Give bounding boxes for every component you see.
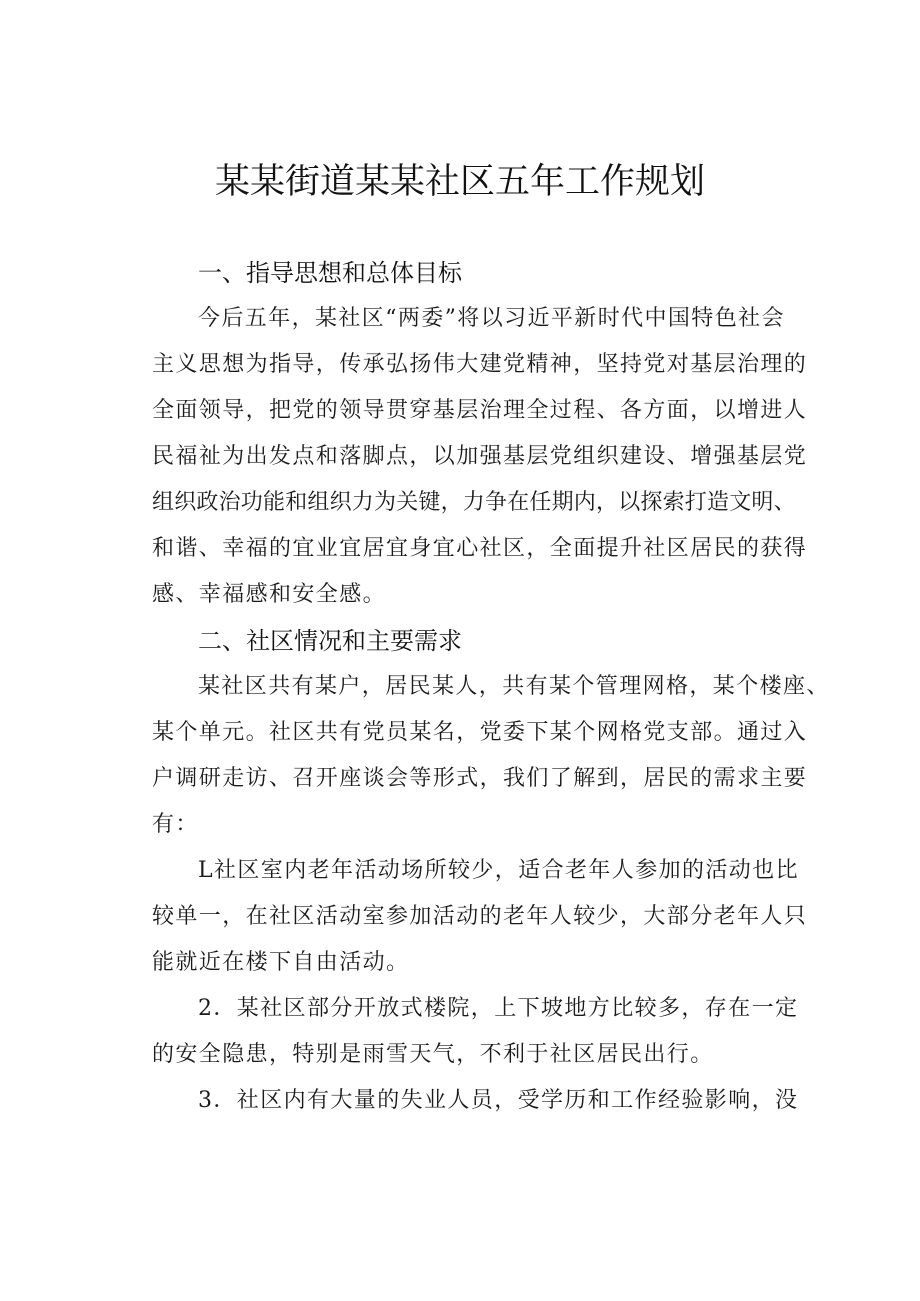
section-2-intro-line: 有： bbox=[152, 812, 199, 837]
section-2-intro-line: 某个单元。社区共有党员某名，党委下某个网格党支部。通过入 bbox=[152, 720, 808, 745]
section-1-paragraph-line: 全面领导，把党的领导贯穿基层治理全过程、各方面，以增进人 bbox=[152, 398, 808, 423]
need-item-2-line: 2．某社区部分开放式楼院，上下坡地方比较多，存在一定 bbox=[198, 996, 799, 1021]
need-item-1-line: 能就近在楼下自由活动。 bbox=[152, 950, 410, 975]
section-1-paragraph-line: 民福祉为出发点和落脚点，以加强基层党组织建设、增强基层党 bbox=[152, 444, 808, 469]
need-item-3-line: 3．社区内有大量的失业人员，受学历和工作经验影响，没 bbox=[198, 1088, 799, 1113]
section-1-paragraph-line: 和谐、幸福的宜业宜居宜身宜心社区，全面提升社区居民的获得 bbox=[152, 536, 808, 561]
section-1-paragraph-line: 今后五年，某社区“两委”将以习近平新时代中国特色社会 bbox=[198, 306, 785, 331]
section-1-paragraph-line: 组织政治功能和组织力为关键，力争在任期内，以探索打造文明、 bbox=[152, 490, 796, 515]
section-1-paragraph-line: 主义思想为指导，传承弘扬伟大建党精神，坚持党对基层治理的 bbox=[152, 352, 808, 377]
document-title: 某某街道某某社区五年工作规划 bbox=[214, 162, 705, 202]
section-2-heading: 二、社区情况和主要需求 bbox=[198, 627, 462, 655]
need-item-1-line: L社区室内老年活动场所较少，适合老年人参加的活动也比 bbox=[198, 858, 800, 883]
need-item-1-line: 较单一，在社区活动室参加活动的老年人较少，大部分老年人只 bbox=[152, 904, 808, 929]
section-1-paragraph-line: 感、幸福感和安全感。 bbox=[152, 582, 387, 607]
section-2-intro-line: 户调研走访、召开座谈会等形式，我们了解到，居民的需求主要 bbox=[152, 766, 808, 791]
need-item-2-line: 的安全隐患，特别是雨雪天气，不利于社区居民出行。 bbox=[152, 1042, 714, 1067]
section-2-intro-line: 某社区共有某户，居民某人，共有某个管理网格，某个楼座、 bbox=[198, 674, 830, 699]
section-1-heading: 一、指导思想和总体目标 bbox=[198, 259, 462, 287]
